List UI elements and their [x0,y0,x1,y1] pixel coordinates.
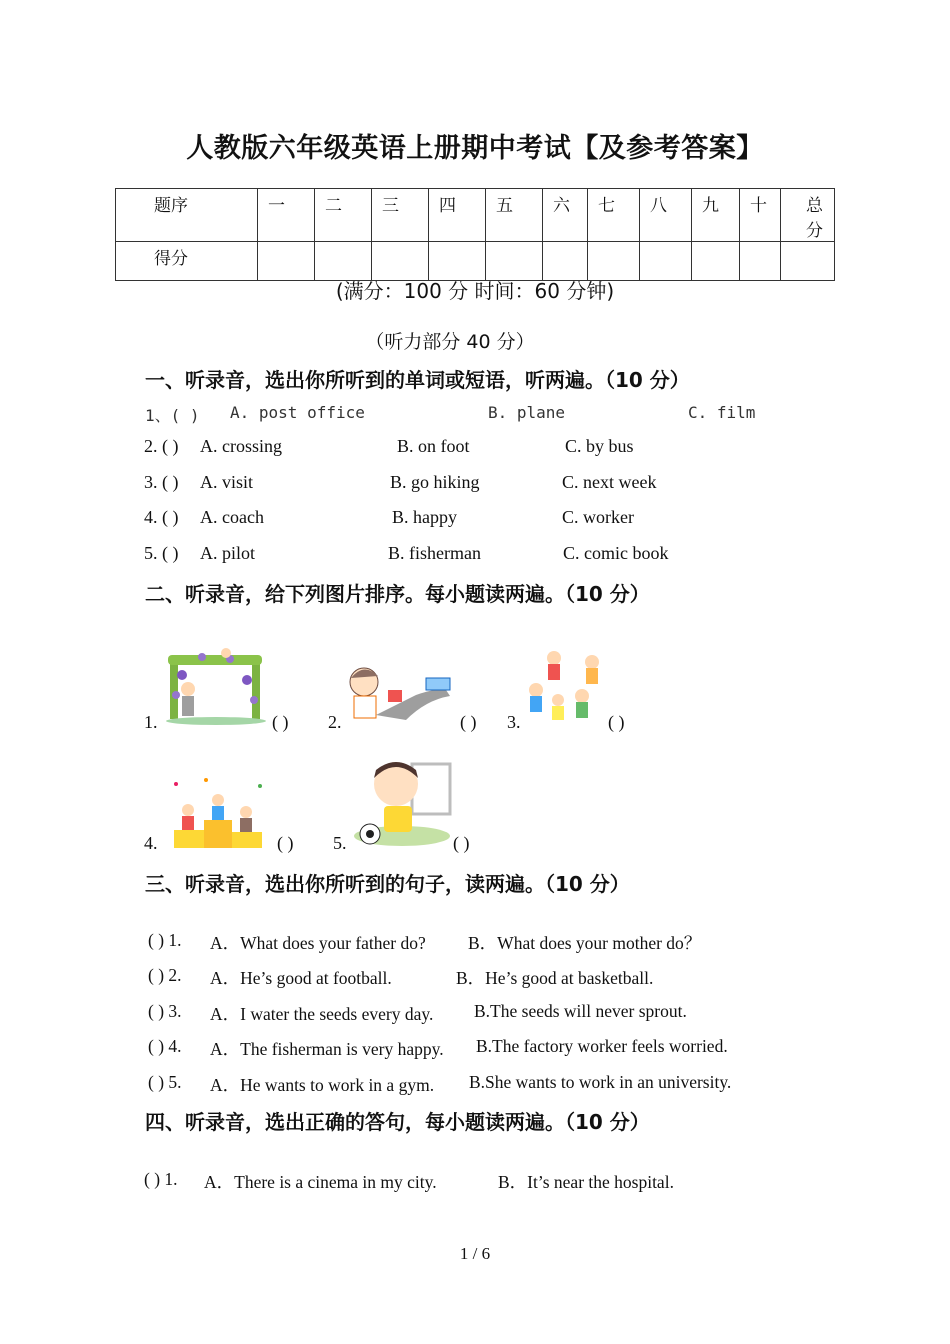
s3-q2-num: ( ) 2. [148,965,182,985]
s2-pic5-blank[interactable]: ( ) [453,833,470,853]
injured-football-boy-picture [350,756,452,848]
section-4-heading: 四、听录音，选出正确的答句，每小题读两遍。（10 分） [145,1110,650,1134]
score-col: 一 [258,189,315,242]
s3-q5-option-a: A．He wants to work in a gym. [210,1075,435,1095]
score-col: 七 [588,189,640,242]
s1-q2-num: 2. ( ) [144,436,179,456]
s3-q3-option-b: B.The seeds will never sprout. [474,1001,687,1021]
kids-dancing-picture [524,646,610,728]
s2-pic1-blank[interactable]: ( ) [272,712,289,732]
s1-q5-option-c: C. comic book [563,543,669,563]
s1-q2-option-c: C. by bus [565,436,634,456]
page-title: 人教版六年级英语上册期中考试【及参考答案】 [186,133,764,164]
s4-q1-num: ( ) 1. [144,1169,178,1189]
s1-q4-num: 4. ( ) [144,507,179,527]
score-col: 二 [315,189,372,242]
section-1-heading: 一、听录音，选出你所听到的单词或短语，听两遍。（10 分） [145,368,690,392]
s3-q3-option-a: A．I water the seeds every day. [210,1004,434,1024]
score-col: 三 [372,189,429,242]
s3-q2-option-b: B．He’s good at basketball. [456,968,654,988]
s3-q1-option-a: A．What does your father do? [210,933,426,953]
listening-header: （听力部分 40 分） [365,331,535,353]
s1-q1-option-a: A. post office [230,403,365,422]
score-table-header-row [116,189,835,242]
score-col: 九 [692,189,740,242]
s2-pic2-label: 2. [328,712,342,732]
s3-q4-num: ( ) 4. [148,1036,182,1056]
s2-pic5-label: 5. [333,833,347,853]
kid-with-road-picture [346,660,456,730]
s1-q1-num: 1、( ) [145,406,200,425]
score-col: 八 [640,189,692,242]
s3-q5-option-b: B.She wants to work in an university. [469,1072,732,1092]
score-row-label: 得分 [116,242,258,281]
s2-pic1-label: 1. [144,712,158,732]
s2-pic4-blank[interactable]: ( ) [277,833,294,853]
s3-q4-option-b: B.The factory worker feels worried. [476,1036,728,1056]
s1-q4-option-a: A. coach [200,507,264,527]
s2-pic3-label: 3. [507,712,521,732]
s2-pic3-blank[interactable]: ( ) [608,712,625,732]
s3-q4-option-a: A．The fisherman is very happy. [210,1039,444,1059]
s1-q5-num: 5. ( ) [144,543,179,563]
garden-arch-picture [162,645,270,727]
s3-q3-num: ( ) 3. [148,1001,182,1021]
score-col: 六 [543,189,588,242]
page-number: 1 / 6 [459,1244,491,1263]
section-3-heading: 三、听录音，选出你所听到的句子，读两遍。（10 分） [145,872,630,896]
s1-q5-option-b: B. fisherman [388,543,481,563]
s1-q4-option-b: B. happy [392,507,457,527]
score-total-label: 总分 [781,189,835,242]
s4-q1-option-b: B．It’s near the hospital. [498,1172,674,1192]
score-col: 十 [740,189,781,242]
s1-q3-option-c: C. next week [562,472,657,492]
exam-meta: (满分：100 分 时间：60 分钟) [335,279,615,303]
s3-q1-num: ( ) 1. [148,930,182,950]
s4-q1-option-a: A．There is a cinema in my city. [204,1172,437,1192]
s3-q1-option-b: B．What does your mother do？ [468,933,702,953]
s1-q3-option-a: A. visit [200,472,254,492]
s1-q2-option-a: A. crossing [200,436,282,456]
s1-q4-option-c: C. worker [562,507,634,527]
s1-q1-option-b: B. plane [488,403,566,422]
s3-q2-option-a: A．He’s good at football. [210,968,392,988]
score-table [115,188,835,281]
score-col: 五 [486,189,543,242]
score-row-label: 题序 [116,189,258,242]
podium-winners-picture [166,774,270,850]
s1-q2-option-b: B. on foot [397,436,470,456]
s3-q5-num: ( ) 5. [148,1072,182,1092]
s2-pic4-label: 4. [144,833,158,853]
s2-pic2-blank[interactable]: ( ) [460,712,477,732]
s1-q1-option-c: C. film [688,403,756,422]
section-2-heading: 二、听录音，给下列图片排序。每小题读两遍。（10 分） [145,582,650,606]
score-col: 四 [429,189,486,242]
s1-q5-option-a: A. pilot [200,543,256,563]
s1-q3-num: 3. ( ) [144,472,179,492]
s1-q3-option-b: B. go hiking [390,472,480,492]
